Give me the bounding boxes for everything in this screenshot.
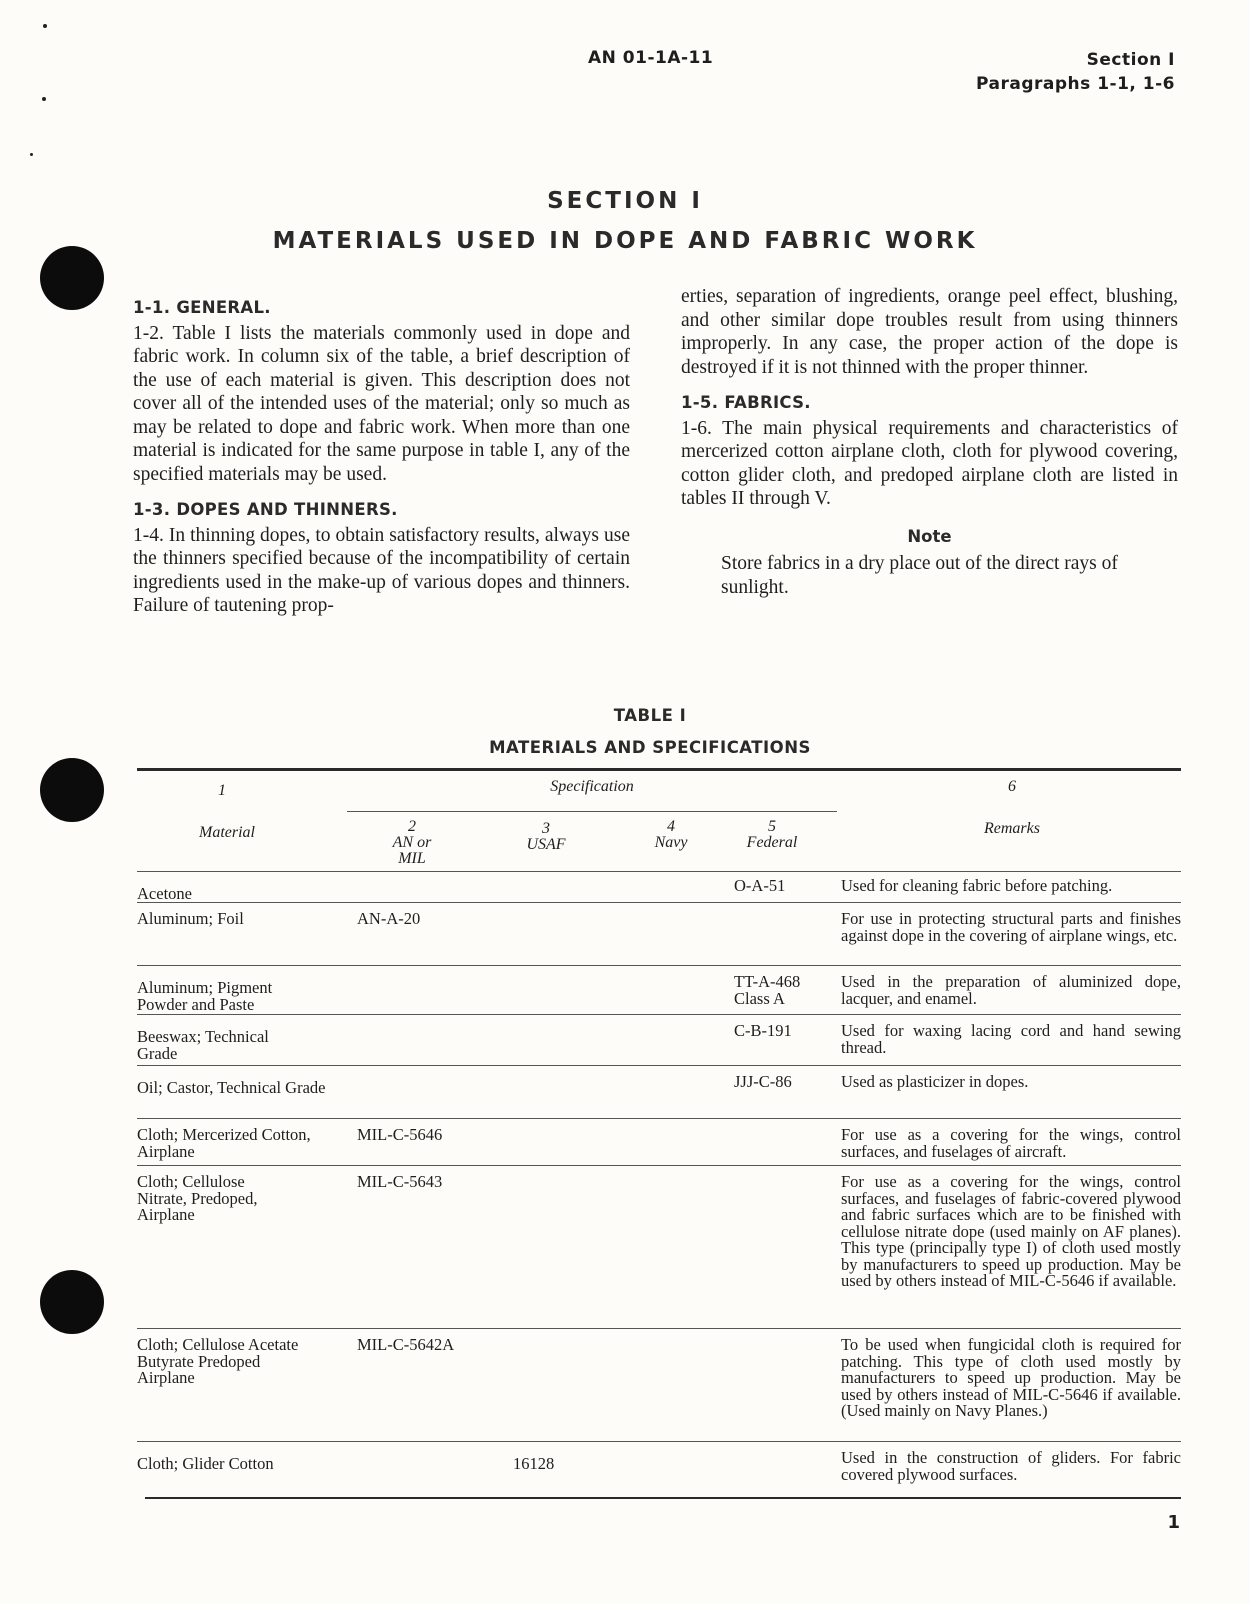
cell-remarks: Used for cleaning fabric before patching.	[841, 876, 1113, 895]
table-row	[137, 1119, 1181, 1166]
paragraph-heading-general: 1-1. GENERAL.	[133, 298, 271, 317]
col-header-federal: Federal	[746, 834, 798, 851]
section-heading: MATERIALS USED IN DOPE AND FABRIC WORK	[272, 228, 978, 254]
cell-material: Cloth; Cellulose Acetate Butyrate Predoped Airplane	[137, 1335, 299, 1387]
binder-hole	[40, 246, 104, 310]
cell-remarks: For use as a covering for the wings, control surfaces, and fuselages of fabric-covered plywood and fabric surfaces which are to be finished with cellulose nitrate dope (used mainly on AF planes). This type (principally type I) of cloth used mostly by manufacturers to speed up production. May be used by others instead of MIL-C-5646 if available.	[841, 1172, 1181, 1290]
table-row	[137, 1066, 1181, 1119]
paragraph-1-6: 1-6. The main physical requirements and characteristics of mercerized cotton airplane cloth, cloth for plywood covering, cotton glider cloth, and predoped airplane cloth are listed in tables II through V.	[681, 417, 1178, 509]
paragraph-heading-dopes-thinners: 1-3. DOPES AND THINNERS.	[133, 500, 398, 519]
table-header	[137, 771, 1181, 872]
col-header-navy: Navy	[654, 834, 688, 851]
table-row	[137, 903, 1181, 966]
cell-remarks: To be used when fungicidal cloth is required for patching. This type of cloth used mostly by manufacturers to speed up production. May be used by others instead of MIL-C-5646 if available. (Used mainly on Navy Planes.)	[841, 1335, 1181, 1420]
cell-remarks: Used in the preparation of aluminized dope, lacquer, and enamel.	[841, 972, 1181, 1008]
paragraph-1-4-continued: erties, separation of ingredients, orange peel effect, blushing, and other similar dope troubles result from using thinners improperly. In any case, the proper action of the dope is destroyed if it is not thinned with the proper thinner.	[681, 286, 1178, 378]
paragraph-heading-fabrics: 1-5. FABRICS.	[681, 393, 811, 412]
table-bottom-rule	[145, 1497, 1181, 1499]
cell-federal: C-B-191	[734, 1021, 792, 1040]
cell-an-mil: MIL-C-5642A	[357, 1335, 455, 1354]
col6-number: 6	[1008, 778, 1016, 795]
cell-an-mil: MIL-C-5646	[357, 1125, 443, 1144]
cell-usaf: 16128	[513, 1454, 555, 1473]
col1-number: 1	[218, 782, 226, 799]
right-column	[681, 285, 1178, 599]
speck	[30, 153, 33, 156]
note-title: Note	[907, 526, 952, 546]
table-row	[137, 872, 1181, 903]
section-title: SECTION I	[547, 188, 703, 214]
table-title: TABLE I	[613, 706, 687, 725]
cell-remarks: For use in protecting structural parts and finishes against dope in the covering of airplane wings, etc.	[841, 909, 1181, 945]
left-column	[133, 296, 630, 618]
cell-material: Beeswax; Technical Grade	[137, 1027, 269, 1063]
cell-material: Cloth; Mercerized Cotton, Airplane	[137, 1125, 311, 1161]
paragraphs-label: Paragraphs 1-1, 1-6	[976, 74, 1175, 94]
table-row	[137, 1015, 1181, 1066]
col5-number: 5	[768, 818, 776, 835]
table-row	[137, 1166, 1181, 1329]
speck	[42, 97, 46, 101]
document-number: AN 01-1A-11	[588, 48, 714, 68]
col4-number: 4	[667, 818, 675, 835]
col-header-usaf: USAF	[526, 836, 566, 853]
running-header	[976, 48, 1175, 96]
binder-hole	[40, 758, 104, 822]
cell-federal: O-A-51	[734, 876, 786, 895]
spec-group-header: Specification	[550, 778, 634, 795]
table-row	[137, 1442, 1181, 1488]
table-row	[137, 966, 1181, 1015]
cell-material: Cloth; Cellulose Nitrate, Predoped, Airplane	[137, 1172, 258, 1224]
col2-number: 2	[408, 818, 416, 835]
col-header-material: Material	[199, 824, 255, 841]
table-row	[137, 1329, 1181, 1442]
cell-material: Cloth; Glider Cotton	[137, 1454, 274, 1473]
paragraph-1-4: 1-4. In thinning dopes, to obtain satisfactory results, always use the thinners specified because of the incompatibility of certain ingredients used in the make-up of various dopes and thinners. Failure of tautening prop-	[133, 524, 630, 616]
table-subtitle: MATERIALS AND SPECIFICATIONS	[489, 738, 811, 757]
cell-material: Aluminum; Foil	[137, 909, 244, 928]
cell-an-mil: AN-A-20	[357, 909, 421, 928]
col3-number: 3	[542, 820, 550, 837]
cell-remarks: Used in the construction of gliders. For fabric covered plywood surfaces.	[841, 1448, 1181, 1484]
note-text: Store fabrics in a dry place out of the direct rays of sunlight.	[721, 553, 1118, 598]
materials-table	[137, 768, 1181, 1488]
binder-hole	[40, 1270, 104, 1334]
col-header-remarks: Remarks	[984, 820, 1040, 837]
section-label: Section I	[1086, 50, 1175, 70]
speck	[43, 24, 47, 28]
paragraph-1-2: 1-2. Table I lists the materials commonly used in dope and fabric work. In column six of the table, a brief description of the use of each material is given. This description does not cover all of the intended uses of the material; only so much as may be related to dope and fabric work. When more than one material is indicated for the same purpose in table I, any of the specified materials may be used.	[133, 322, 630, 485]
cell-an-mil: MIL-C-5643	[357, 1172, 443, 1191]
cell-material: Acetone	[137, 884, 192, 903]
cell-material: Oil; Castor, Technical Grade	[137, 1078, 326, 1097]
spec-group-rule	[347, 811, 837, 812]
cell-remarks: Used as plasticizer in dopes.	[841, 1072, 1029, 1091]
cell-material: Aluminum; Pigment Powder and Paste	[137, 978, 273, 1014]
col-header-an-mil: AN or MIL	[392, 834, 432, 867]
cell-remarks: Used for waxing lacing cord and hand sewing thread.	[841, 1021, 1181, 1057]
cell-federal: TT-A-468 Class A	[734, 972, 801, 1008]
page-number: 1	[1167, 1512, 1180, 1533]
cell-remarks: For use as a covering for the wings, control surfaces, and fuselages of aircraft.	[841, 1125, 1181, 1161]
cell-federal: JJJ-C-86	[734, 1072, 792, 1091]
